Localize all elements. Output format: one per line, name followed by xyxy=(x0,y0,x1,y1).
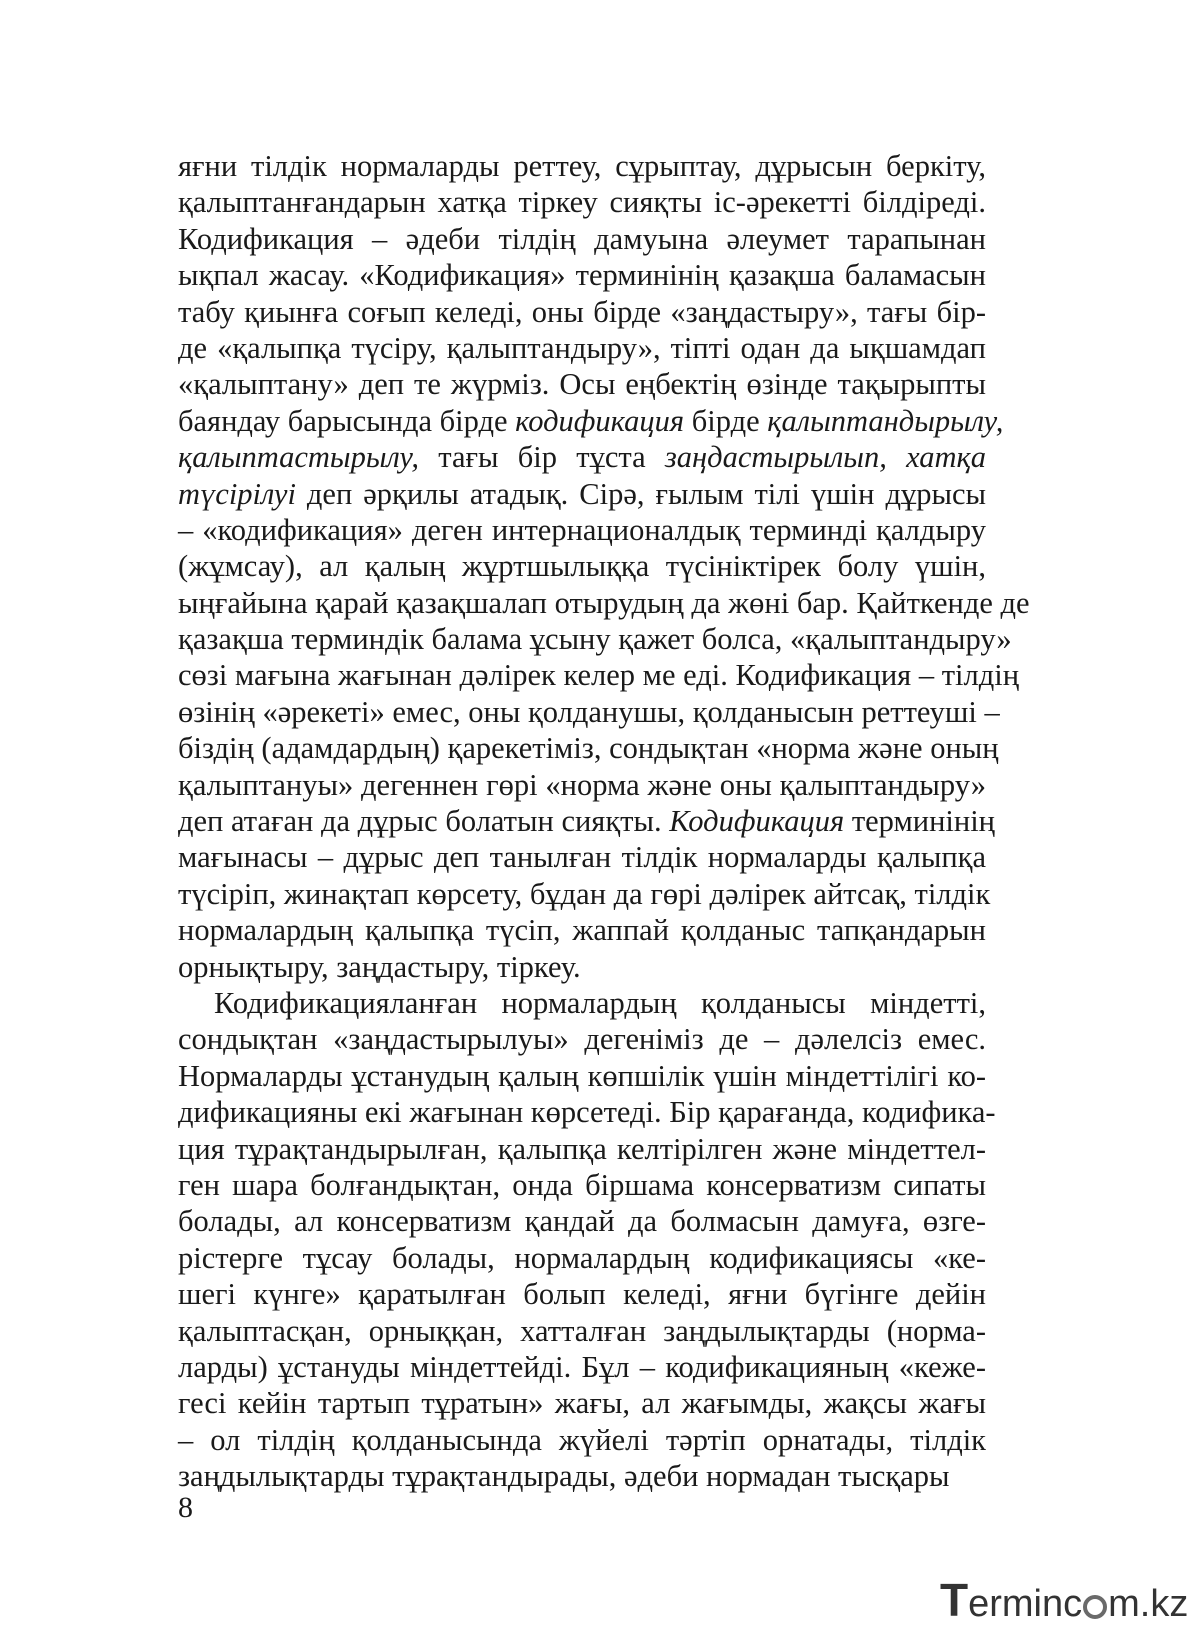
text-line xyxy=(178,330,986,366)
text-line xyxy=(178,221,986,257)
text-line xyxy=(178,767,986,803)
text-run: нормалардың қалыпқа түсіп, жаппай қолданыс тапқандарын xyxy=(178,913,986,948)
text-run: рістерге тұсау болады, нормалардың кодификациясы «ке- xyxy=(178,1240,986,1275)
text-line xyxy=(178,1276,986,1312)
text-run: дификацияны екі жағынан көрсетеді. Бір қарағанда, кодифика- xyxy=(178,1095,996,1130)
italic-term: қалыптандырылу, xyxy=(767,403,1004,438)
text-run: бірде xyxy=(684,403,768,438)
text-run: Кодификацияланған нормалардың қолданысы міндетті, xyxy=(214,985,986,1020)
text-run: заңдылықтарды тұрақтандырады, әдеби нормадан тысқары xyxy=(178,1459,950,1494)
text-run: гесі кейін тартып тұратын» жағы, ал жағымды, жақсы жағы xyxy=(178,1386,986,1421)
text-line xyxy=(178,294,986,330)
text-line xyxy=(178,876,991,912)
text-run: болады, ал консерватизм қандай да болмасын дамуға, өзге- xyxy=(178,1204,986,1239)
watermark-letter: T xyxy=(940,1574,969,1626)
text-run: ция тұрақтандырылған, қалыпқа келтірілген және міндеттел- xyxy=(178,1131,986,1166)
text-run: қалыптануы» дегеннен гөрі «норма және оны қалыптандыру» xyxy=(178,767,986,802)
text-run: мағынасы – дұрыс деп танылған тілдік нормаларды қалыпқа xyxy=(178,840,986,875)
watermark-text-part2: m.kz xyxy=(1108,1583,1188,1625)
text-line xyxy=(178,839,986,875)
globe-icon xyxy=(1083,1595,1107,1619)
italic-term: заңдастырылып, хатқа xyxy=(664,440,987,475)
text-line xyxy=(178,1240,986,1276)
text-line xyxy=(178,694,1000,730)
text-run: ларды) ұстануды міндеттейді. Бұл – кодификацияның «кеже- xyxy=(178,1349,986,1384)
text-line xyxy=(178,548,986,584)
italic-term: кодификация xyxy=(515,403,685,438)
text-line xyxy=(178,512,986,548)
text-run: «қалыптану» деп те жүрміз. Осы еңбектің өзінде тақырыпты xyxy=(178,367,986,402)
text-line xyxy=(178,1058,986,1094)
text-run: – «кодификация» деген интернационалдық терминді қалдыру xyxy=(178,512,986,547)
text-line xyxy=(178,803,996,839)
text-line xyxy=(178,1203,986,1239)
text-run: біздің (адамдардың) қарекетіміз, сондықтан «норма және оның xyxy=(178,731,999,766)
text-run: түсіріп, жинақтап көрсету, бұдан да гөрі дәлірек айтсақ, тілдік xyxy=(178,876,991,911)
text-run: яғни тілдік нормаларды реттеу, сұрыптау, дұрысын беркіту, xyxy=(178,149,986,183)
text-run: деп әрқилы атадық. Сірә, ғылым тілі үшін дұрысы xyxy=(295,476,986,511)
text-run: өзінің «әрекеті» емес, оны қолданушы, қолданысын реттеуші – xyxy=(178,694,1000,729)
text-line xyxy=(178,366,986,402)
text-line xyxy=(178,1349,986,1385)
italic-term: Кодификация xyxy=(669,804,845,839)
text-line xyxy=(178,1167,986,1203)
italic-term: қалыптастырылу, xyxy=(178,440,420,475)
text-run: Кодификация – әдеби тілдің дамуына әлеумет тарапынан xyxy=(178,221,986,256)
text-line xyxy=(178,1385,986,1421)
text-run: терминінің xyxy=(844,804,996,839)
text-line xyxy=(178,1131,986,1167)
text-run: ген шара болғандықтан, онда біршама консерватизм сипаты xyxy=(178,1167,986,1202)
text-line xyxy=(178,1422,986,1458)
text-line xyxy=(178,585,1030,621)
text-run: шегі күнге» қаратылған болып келеді, яғни бүгінге дейін xyxy=(178,1277,986,1312)
text-line xyxy=(178,1094,996,1130)
italic-term: түсірілуі xyxy=(178,476,296,511)
text-line xyxy=(178,403,1004,439)
text-line xyxy=(178,184,986,220)
text-run: сондықтан «заңдастырылуы» дегеніміз де – дәлелсіз емес. xyxy=(178,1022,986,1057)
text-line xyxy=(178,1458,986,1494)
terminkom-logo-watermark xyxy=(940,1574,1188,1626)
text-line xyxy=(178,257,986,293)
text-run: тағы бір тұста xyxy=(419,440,665,475)
text-line xyxy=(178,912,986,948)
text-run: орнықтыру, заңдастыру, тіркеу. xyxy=(178,949,581,984)
text-run: қалыптанғандарын хатқа тіркеу сияқты іс-әрекетті білдіреді. xyxy=(178,185,986,220)
text-line xyxy=(178,949,986,985)
text-line xyxy=(178,476,986,512)
body-text xyxy=(178,148,1030,1494)
text-run: қазақша терминдік балама ұсыну қажет болса, «қалыптандыру» xyxy=(178,622,1012,657)
text-line xyxy=(178,657,1020,693)
text-line xyxy=(178,1021,986,1057)
text-line xyxy=(178,985,986,1021)
text-run: (жұмсау), ал қалың жұртшылыққа түсініктірек болу үшін, xyxy=(178,549,986,584)
text-line xyxy=(178,730,999,766)
text-run: сөзі мағына жағынан дәлірек келер ме еді. Кодификация – тілдің xyxy=(178,658,1020,693)
text-run: де «қалыпқа түсіру, қалыптандыру», тіпті одан да ықшамдап xyxy=(178,330,986,365)
text-run: ықпал жасау. «Кодификация» терминінің қазақша баламасын xyxy=(178,258,986,293)
text-run: деп атаған да дұрыс болатын сияқты. xyxy=(178,804,670,839)
text-line xyxy=(178,148,986,184)
text-line xyxy=(178,621,1012,657)
text-run: баяндау барысында бірде xyxy=(178,403,516,438)
text-line xyxy=(178,1313,986,1349)
text-run: табу қиынға соғып келеді, оны бірде «заңдастыру», тағы бір- xyxy=(178,294,986,329)
page-number: 8 xyxy=(178,1491,193,1524)
text-run: Нормаларды ұстанудың қалың көпшілік үшін міндеттілігі ко- xyxy=(178,1058,986,1093)
text-run: қалыптасқан, орныққан, хатталған заңдылықтарды (норма- xyxy=(178,1313,986,1348)
text-line xyxy=(178,439,986,475)
watermark-text-part1: erminc xyxy=(968,1583,1083,1625)
text-run: – ол тілдің қолданысында жүйелі тәртіп орнатады, тілдік xyxy=(178,1422,986,1457)
text-run: ыңғайына қарай қазақшалап отырудың да жөні бар. Қайткенде де xyxy=(178,585,1030,620)
